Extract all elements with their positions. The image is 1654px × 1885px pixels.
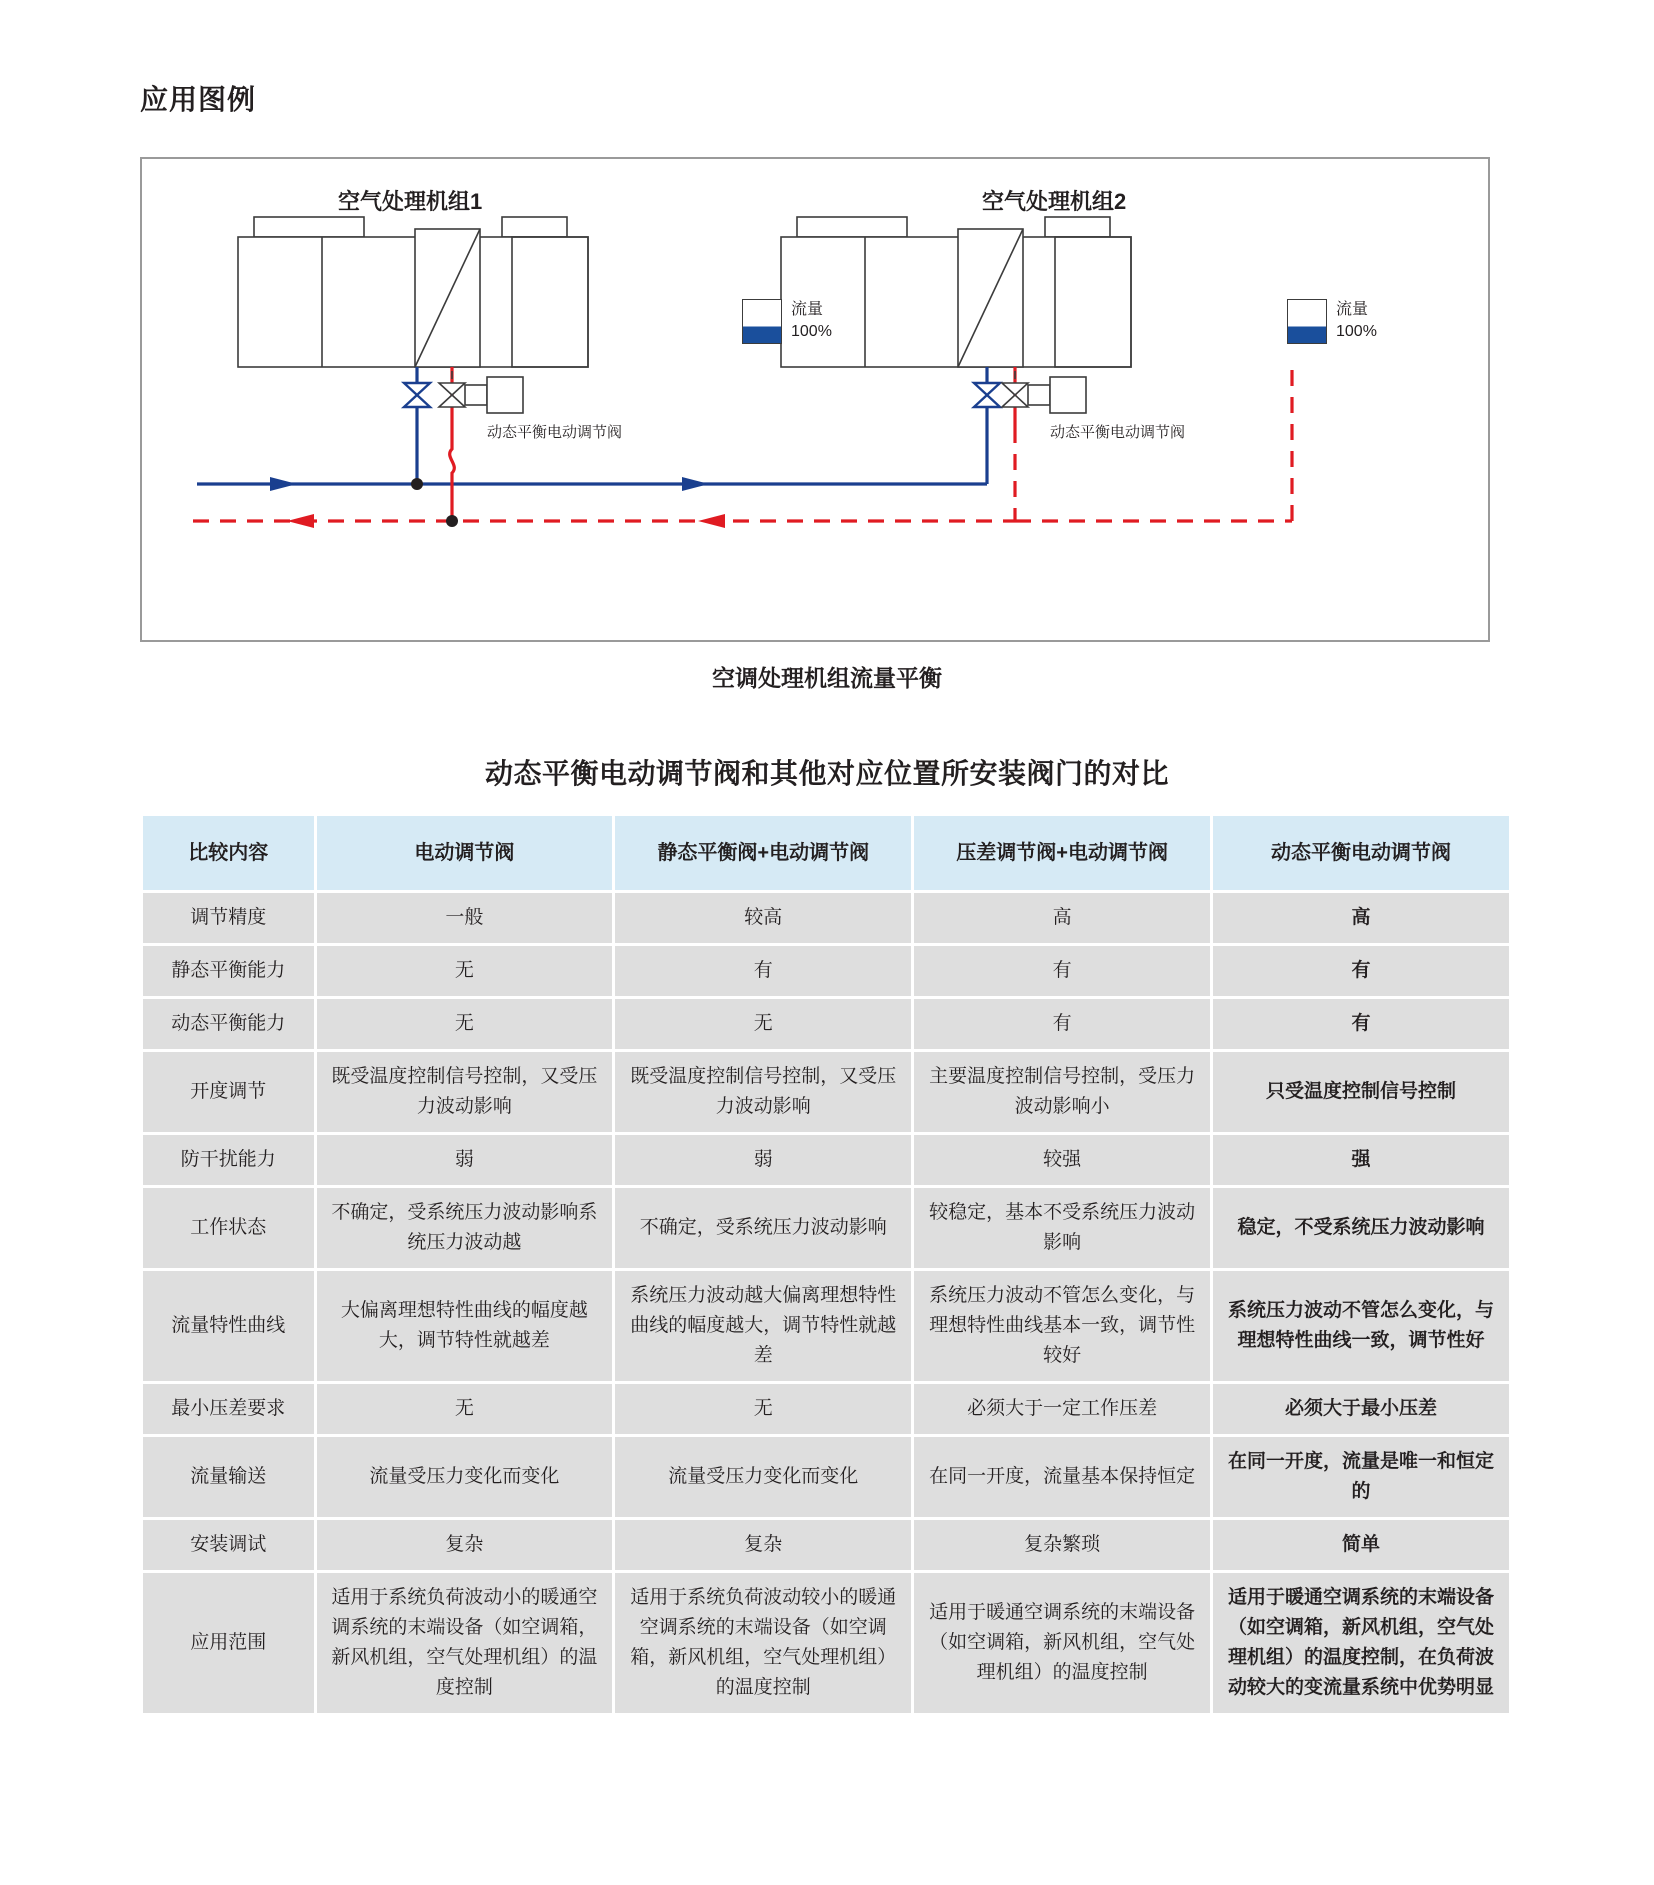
- table-cell: 有: [914, 946, 1210, 996]
- table-row: [143, 1271, 1509, 1381]
- table-cell: 无: [615, 1384, 911, 1434]
- table-cell: 在同一开度，流量是唯一和恒定的: [1213, 1437, 1509, 1517]
- table-row: [143, 999, 1509, 1049]
- table-cell: 弱: [317, 1135, 613, 1185]
- table-header-cell: 静态平衡阀+电动调节阀: [615, 816, 911, 890]
- diagram-caption: 空调处理机组流量平衡: [712, 665, 942, 691]
- table-cell: 有: [615, 946, 911, 996]
- diagram-frame: [140, 157, 1490, 642]
- table-cell: 只受温度控制信号控制: [1213, 1052, 1509, 1132]
- row-label: 流量输送: [143, 1437, 314, 1517]
- table-cell: 适用于暖通空调系统的末端设备（如空调箱，新风机组，空气处理机组）的温度控制，在负荷波动较大的变流量系统中优势明显: [1213, 1573, 1509, 1713]
- table-cell: 有: [1213, 999, 1509, 1049]
- table-row: [143, 893, 1509, 943]
- table-cell: 既受温度控制信号控制，又受压力波动影响: [317, 1052, 613, 1132]
- ahu2-label: 空气处理机组2: [982, 189, 1127, 214]
- table-header-row: [143, 816, 1509, 890]
- table-cell: 稳定，不受系统压力波动影响: [1213, 1188, 1509, 1268]
- table-cell: 不确定，受系统压力波动影响系统压力波动越: [317, 1188, 613, 1268]
- table-cell: 适用于系统负荷波动小的暖通空调系统的末端设备（如空调箱，新风机组，空气处理机组）的温度控制: [317, 1573, 613, 1713]
- table-row: [143, 1384, 1509, 1434]
- row-label: 流量特性曲线: [143, 1271, 314, 1381]
- table-cell: 无: [615, 999, 911, 1049]
- flow-legend-1-line1: 流量: [791, 301, 824, 318]
- valve-caption-2: 动态平衡电动调节阀: [1050, 424, 1186, 441]
- flow-swatch-icon: [1287, 299, 1327, 344]
- row-label: 调节精度: [143, 893, 314, 943]
- flow-legend-1: [742, 299, 832, 344]
- table-row: [143, 1520, 1509, 1570]
- table-cell: 有: [1213, 946, 1509, 996]
- table-row: [143, 946, 1509, 996]
- table-cell: 复杂繁琐: [914, 1520, 1210, 1570]
- table-cell: 适用于系统负荷波动较小的暖通空调系统的末端设备（如空调箱，新风机组，空气处理机组）的温度控制: [615, 1573, 911, 1713]
- row-label: 防干扰能力: [143, 1135, 314, 1185]
- table-header-cell: 动态平衡电动调节阀: [1213, 816, 1509, 890]
- table-header-cell: 压差调节阀+电动调节阀: [914, 816, 1210, 890]
- flow-legend-2: [1287, 299, 1377, 344]
- row-label: 工作状态: [143, 1188, 314, 1268]
- flow-swatch-icon: [742, 299, 782, 344]
- table-cell: 弱: [615, 1135, 911, 1185]
- table-cell: 主要温度控制信号控制，受压力波动影响小: [914, 1052, 1210, 1132]
- row-label: 应用范围: [143, 1573, 314, 1713]
- table-cell: 无: [317, 1384, 613, 1434]
- table-row: [143, 1188, 1509, 1268]
- row-label: 最小压差要求: [143, 1384, 314, 1434]
- table-row: [143, 1437, 1509, 1517]
- table-cell: 不确定，受系统压力波动影响: [615, 1188, 911, 1268]
- table-cell: 强: [1213, 1135, 1509, 1185]
- flow-legend-2-line2: 100%: [1336, 323, 1377, 340]
- flow-legend-1-line2: 100%: [791, 323, 832, 340]
- table-cell: 系统压力波动越大偏离理想特性曲线的幅度越大，调节特性就越差: [615, 1271, 911, 1381]
- ahu1-label: 空气处理机组1: [338, 189, 483, 214]
- row-label: 动态平衡能力: [143, 999, 314, 1049]
- table-cell: 高: [1213, 893, 1509, 943]
- valve-caption-1: 动态平衡电动调节阀: [487, 424, 623, 441]
- flow-legend-1-text: [791, 299, 832, 343]
- table-cell: 必须大于一定工作压差: [914, 1384, 1210, 1434]
- comparison-table-title: 动态平衡电动调节阀和其他对应位置所安装阀门的对比: [484, 758, 1169, 789]
- table-cell: 简单: [1213, 1520, 1509, 1570]
- table-cell: 较高: [615, 893, 911, 943]
- table-row: [143, 1573, 1509, 1713]
- table-cell: 复杂: [615, 1520, 911, 1570]
- row-label: 安装调试: [143, 1520, 314, 1570]
- table-cell: 较强: [914, 1135, 1210, 1185]
- row-label: 静态平衡能力: [143, 946, 314, 996]
- table-cell: 适用于暖通空调系统的末端设备（如空调箱，新风机组，空气处理机组）的温度控制: [914, 1573, 1210, 1713]
- diagram-canvas: [142, 159, 1488, 640]
- table-cell: 无: [317, 999, 613, 1049]
- piping-schematic: [142, 159, 1488, 640]
- table-cell: 较稳定，基本不受系统压力波动影响: [914, 1188, 1210, 1268]
- table-row: [143, 1052, 1509, 1132]
- flow-legend-2-line1: 流量: [1336, 301, 1369, 318]
- table-cell: 无: [317, 946, 613, 996]
- comparison-table: [140, 813, 1512, 1716]
- table-cell: 有: [914, 999, 1210, 1049]
- table-cell: 在同一开度，流量基本保持恒定: [914, 1437, 1210, 1517]
- flow-legend-2-text: [1336, 299, 1377, 343]
- table-cell: 流量受压力变化而变化: [317, 1437, 613, 1517]
- table-cell: 必须大于最小压差: [1213, 1384, 1509, 1434]
- table-cell: 高: [914, 893, 1210, 943]
- table-cell: 系统压力波动不管怎么变化，与理想特性曲线一致，调节性好: [1213, 1271, 1509, 1381]
- section-title: 应用图例: [140, 84, 257, 115]
- table-header-cell: 比较内容: [143, 816, 314, 890]
- table-cell: 复杂: [317, 1520, 613, 1570]
- table-cell: 流量受压力变化而变化: [615, 1437, 911, 1517]
- row-label: 开度调节: [143, 1052, 314, 1132]
- table-cell: 既受温度控制信号控制，又受压力波动影响: [615, 1052, 911, 1132]
- table-cell: 大偏离理想特性曲线的幅度越大，调节特性就越差: [317, 1271, 613, 1381]
- table-row: [143, 1135, 1509, 1185]
- table-cell: 系统压力波动不管怎么变化，与理想特性曲线基本一致，调节性较好: [914, 1271, 1210, 1381]
- table-header-cell: 电动调节阀: [317, 816, 613, 890]
- table-body: [143, 893, 1509, 1713]
- table-cell: 一般: [317, 893, 613, 943]
